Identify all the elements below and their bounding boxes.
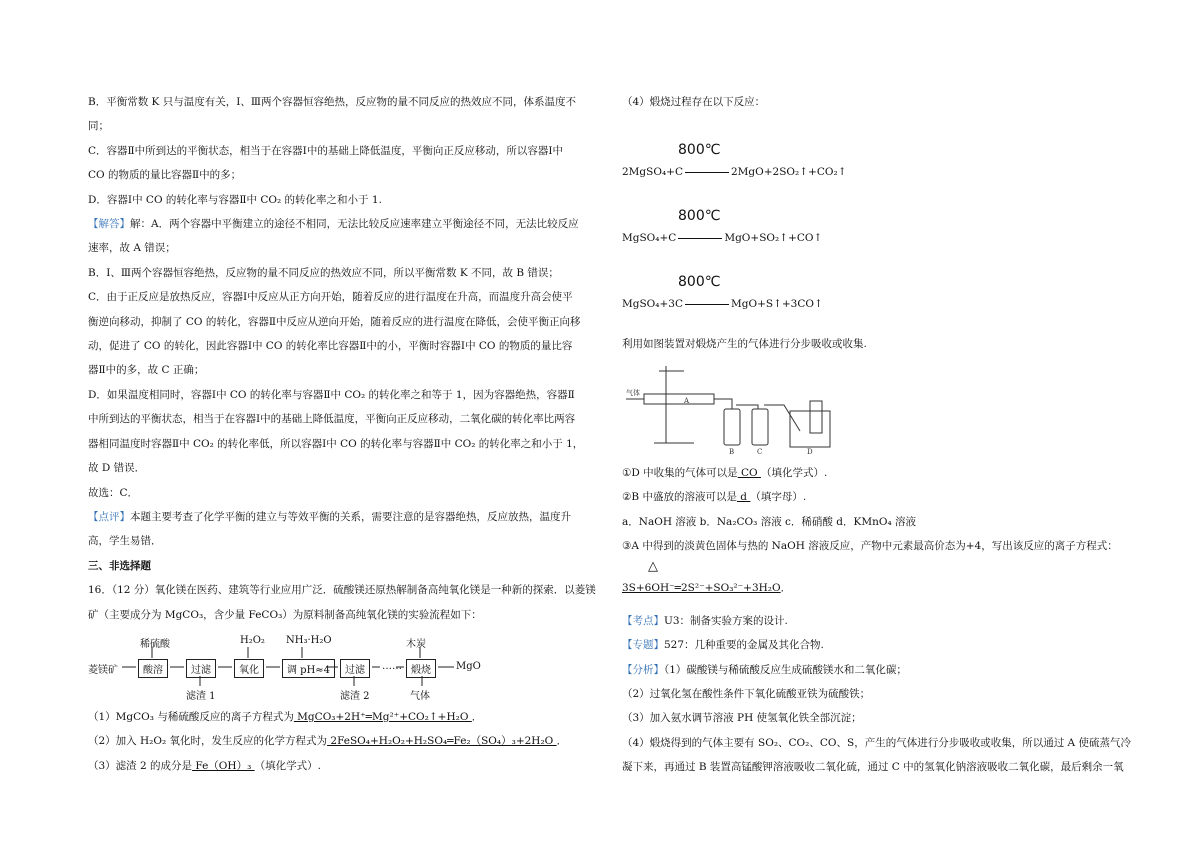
answer-tag: 【解答】 <box>88 218 130 231</box>
flow-ellipsis: …… <box>382 660 402 672</box>
text-line: 故 D 错误． <box>88 462 146 475</box>
right-column <box>622 90 1131 780</box>
answer-blank: CO <box>737 466 761 479</box>
text-line: （4）煅烧过程存在以下反应： <box>622 96 766 108</box>
apparatus-label: 气体 <box>626 388 640 397</box>
text-line: 高，学生易错． <box>88 535 162 548</box>
reaction-arrow <box>685 304 729 305</box>
reaction-arrow <box>685 172 729 173</box>
apparatus-label: D <box>807 447 813 456</box>
flow-reagent: 木炭 <box>406 638 426 650</box>
reaction-condition: 800℃ <box>678 142 721 159</box>
text-line: 器Ⅱ中的多，故 C 正确； <box>88 364 205 377</box>
answer-line: ②B 中盛放的溶液可以是 d （填字母）. <box>622 491 807 504</box>
text-line: 衡逆向移动，抑制了 CO 的转化，容器Ⅱ中反应从逆向开始，随着反应的进行温度在降低，会使平衡正向移 <box>88 315 581 328</box>
flow-residue: 滤渣 2 <box>340 690 370 702</box>
question-text: ③A 中得到的淡黄色固体与热的 NaOH 溶液反应，产物中元素最高价态为+4，写出该反应的离子方程式： <box>622 540 1118 553</box>
flow-step: 过滤 <box>186 659 216 678</box>
answer-line: （3）滤渣 2 的成分是 Fe（OH）₃ （填化学式）. <box>88 759 321 772</box>
equation-3: 800℃ MgSO₄+3C MgO+S↑+3CO↑ <box>622 274 823 311</box>
text-line: CO 的物质的量比容器Ⅱ中的多； <box>88 169 242 182</box>
analysis-line: 【分析】（1）碳酸镁与稀硫酸反应生成硫酸镁水和二氧化碳； <box>622 663 907 676</box>
answer-line: ①D 中收集的气体可以是 CO （填化学式）. <box>622 466 828 479</box>
options-line: a．NaOH 溶液 b．Na₂CO₃ 溶液 c．稀硝酸 d．KMnO₄ 溶液 <box>622 515 917 528</box>
text-line: 中所到达的平衡状态，相当于在容器Ⅰ中的基础上降低温度，平衡向正反应移动，二氧化碳的转化率比两容 <box>88 413 576 426</box>
section-title: 三、非选择题 <box>88 559 151 572</box>
equation-2: 800℃ MgSO₄+C MgO+SO₂↑+CO↑ <box>622 208 823 245</box>
answer-line: 【解答】解：A．两个容器中平衡建立的途径不相同，无法比较反应速率建立平衡途径不同，无法比较反应 <box>88 218 579 231</box>
text-line: （4）煅烧得到的气体主要有 SO₂、CO₂、CO、S，产生的气体进行分步吸收或收集，所以通过 A 使硫蒸气冷 <box>622 736 1131 749</box>
knowledge-tag: 【考点】 <box>622 614 664 627</box>
apparatus-label: B <box>729 447 735 456</box>
flow-step: 酸溶 <box>138 659 168 678</box>
flow-arrows <box>88 631 488 703</box>
answer-blank: 3S+6OH⁻═2S²⁻+SO₃²⁻+3H₂O <box>622 582 781 595</box>
reaction-condition: 800℃ <box>678 208 721 225</box>
text-line: 故选：C． <box>88 486 139 499</box>
question-text: 16．（12 分）氧化镁在医药、建筑等行业应用广泛．硫酸镁还原热解制备高纯氧化镁是一种新的探索．以菱镁 <box>88 584 596 597</box>
answer-line: （2）加入 H₂O₂ 氧化时，发生反应的化学方程式为 2FeSO₄+H₂O₂+H₂SO₄═Fe₂（SO₄）₃+2H₂O ． <box>88 735 568 748</box>
text-line: B．Ⅰ、Ⅲ两个容器恒容绝热，反应物的量不同反应的热效应不同，所以平衡常数 K 不同，故 B 错误； <box>88 266 559 279</box>
flow-reagent: NH₃·H₂O <box>286 634 332 646</box>
answer-blank: 2FeSO₄+H₂O₂+H₂SO₄═Fe₂（SO₄）₃+2H₂O <box>327 735 557 748</box>
reaction-condition: 800℃ <box>678 274 721 291</box>
text-line: 速率，故 A 错误； <box>88 242 176 255</box>
flow-reagent: 稀硫酸 <box>140 638 170 650</box>
flow-step: 过滤 <box>340 659 370 678</box>
answer-blank: Fe（OH）₃ <box>192 759 255 772</box>
flow-step: 调 pH≈4 <box>282 659 335 678</box>
text-line: 同； <box>88 120 109 133</box>
text-line: D．容器Ⅰ中 CO 的转化率与容器Ⅱ中 CO₂ 的转化率之和小于 1. <box>88 193 382 206</box>
flow-end: MgO <box>456 660 481 672</box>
apparatus-label: C <box>757 447 763 456</box>
flow-step: 氧化 <box>234 659 264 678</box>
text-line: （3）加入氨水调节溶液 PH 使氢氧化铁全部沉淀； <box>622 712 862 725</box>
equation-1: 800℃ 2MgSO₄+C 2MgO+2SO₂↑+CO₂↑ <box>622 142 847 179</box>
text-line: （2）过氧化氢在酸性条件下氧化硫酸亚铁为硫酸铁； <box>622 688 871 701</box>
left-column <box>88 90 596 778</box>
flow-start: 菱镁矿 <box>88 664 118 676</box>
answer-line: 3S+6OH⁻═2S²⁻+SO₃²⁻+3H₂O． <box>622 582 792 595</box>
topic-line: 【专题】527：几种重要的金属及其化合物. <box>622 639 824 652</box>
text-line: 凝下来，再通过 B 装置高锰酸钾溶液吸收二氧化硫，通过 C 中的氢氧化钠溶液吸收二氧化碳，最后剩余一氧 <box>622 761 1124 774</box>
topic-tag: 【专题】 <box>622 639 664 652</box>
text-line: C．容器Ⅱ中所到达的平衡状态，相当于在容器Ⅰ中的基础上降低温度，平衡向正反应移动，所以容器Ⅰ中 <box>88 144 563 157</box>
text-line: B．平衡常数 K 只与温度有关，Ⅰ、Ⅲ两个容器恒容绝热，反应物的量不同反应的热效应不同，体系温度不 <box>88 96 577 108</box>
question-text: 矿（主要成分为 MgCO₃，含少量 FeCO₃）为原料制备高纯氧化镁的实验流程如下： <box>88 608 482 621</box>
reaction-arrow <box>678 238 722 239</box>
apparatus-label: A <box>684 396 690 405</box>
answer-line: （1）MgCO₃ 与稀硫酸反应的离子方程式为 MgCO₃+2H⁺═Mg²⁺+CO₂↑+H₂O ． <box>88 710 483 723</box>
flow-reagent: H₂O₂ <box>240 634 265 646</box>
text-line: 器相同温度时容器Ⅱ中 CO₂ 的转化率低，所以容器Ⅰ中 CO 的转化率与容器Ⅱ中 CO₂ 的转化率之和小于 1， <box>88 437 584 450</box>
knowledge-line: 【考点】U3：制备实验方案的设计. <box>622 614 788 627</box>
comment-tag: 【点评】 <box>88 510 130 523</box>
flow-gas: 气体 <box>410 690 430 702</box>
comment-line: 【点评】本题主要考查了化学平衡的建立与等效平衡的关系，需要注意的是容器绝热，反应放热，温度升 <box>88 510 571 523</box>
answer-blank: MgCO₃+2H⁺═Mg²⁺+CO₂↑+H₂O <box>293 710 472 723</box>
flow-step: 煅烧 <box>406 659 436 678</box>
apparatus-diagram <box>624 361 844 456</box>
text-line: C．由于正反应是放热反应，容器Ⅰ中反应从正方向开始，随着反应的进行温度在升高，而温度升高会使平 <box>88 291 573 304</box>
text-line: D．如果温度相同时，容器Ⅰ中 CO 的转化率与容器Ⅱ中 CO₂ 的转化率之和等于 1，因为容器绝热，容器Ⅱ <box>88 388 575 401</box>
text-line: 动，促进了 CO 的转化，因此容器Ⅰ中 CO 的转化率比容器Ⅱ中的小，平衡时容器Ⅰ中 CO 的物质的量比容 <box>88 340 573 353</box>
flow-residue: 滤渣 1 <box>186 690 216 702</box>
text-line: 利用如图装置对煅烧产生的气体进行分步吸收或收集. <box>622 338 867 351</box>
answer-blank: d <box>736 491 751 504</box>
heat-symbol: △ <box>648 559 658 575</box>
flow-diagram <box>88 631 588 703</box>
analysis-tag: 【分析】 <box>622 663 664 676</box>
